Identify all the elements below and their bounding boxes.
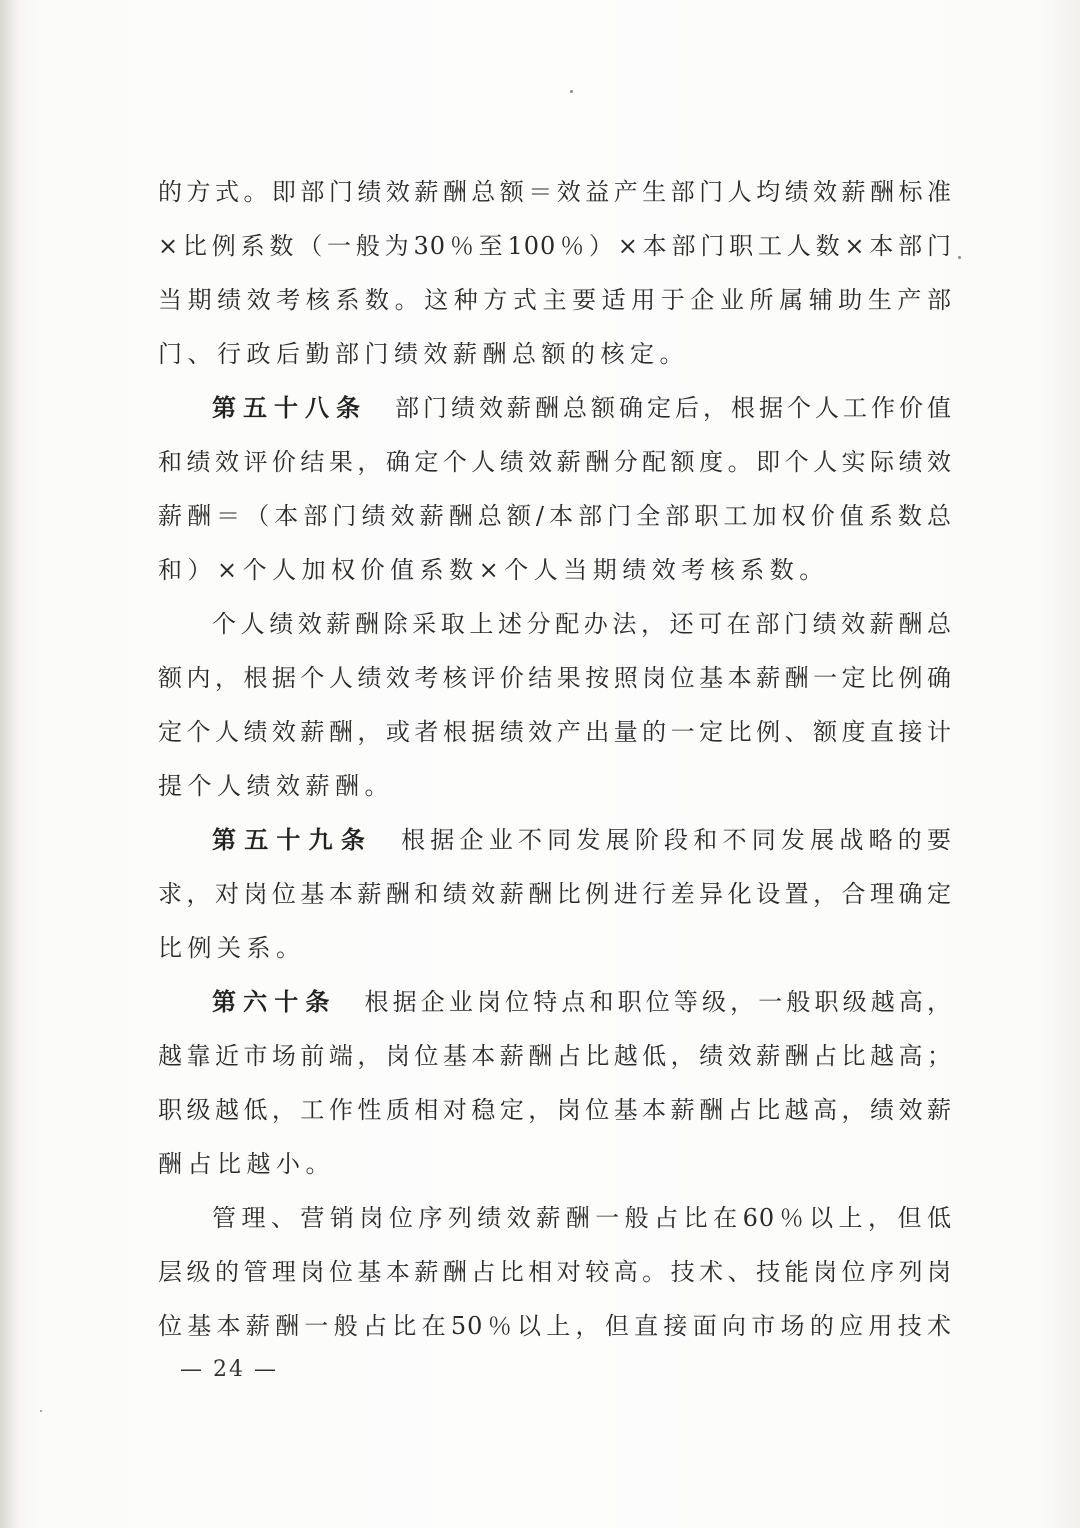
body-line bbox=[158, 928, 952, 968]
line-text: 门、行政后勤部门绩效薪酬总额的核定。 bbox=[158, 340, 689, 368]
body-line bbox=[158, 1090, 952, 1130]
line-text: 个人绩效薪酬除采取上述分配办法，还可在部门绩效薪酬总 bbox=[212, 610, 952, 638]
page-number: — 24 — bbox=[180, 1357, 278, 1382]
scan-speck bbox=[958, 256, 961, 259]
line-text: 职级越低，工作性质相对稳定，岗位基本薪酬占比越高，绩效薪 bbox=[158, 1096, 952, 1124]
body-line bbox=[212, 1198, 952, 1238]
body-line bbox=[158, 874, 952, 914]
line-text: 位基本薪酬一般占比在50％以上，但直接面向市场的应用技术 bbox=[158, 1312, 952, 1340]
body-line bbox=[158, 1144, 952, 1184]
body-line bbox=[158, 442, 952, 482]
article-60-line bbox=[212, 982, 952, 1022]
body-line bbox=[158, 226, 952, 266]
line-text: 定个人绩效薪酬，或者根据绩效产出量的一定比例、额度直接计 bbox=[158, 718, 952, 746]
line-text: 提个人绩效薪酬。 bbox=[158, 772, 394, 800]
line-text: 薪酬＝（本部门绩效薪酬总额/本部门全部职工加权价值系数总 bbox=[158, 502, 952, 530]
line-text: 根据企业岗位特点和职位等级，一般职级越高， bbox=[364, 988, 952, 1016]
body-line bbox=[158, 658, 952, 698]
line-text: 越靠近市场前端，岗位基本薪酬占比越低，绩效薪酬占比越高； bbox=[158, 1042, 952, 1070]
body-line bbox=[158, 1036, 952, 1076]
body-line bbox=[158, 550, 952, 590]
body-line bbox=[158, 172, 952, 212]
article-heading-60: 第六十条 bbox=[212, 988, 337, 1016]
article-59-line bbox=[212, 820, 952, 860]
line-text: 额内，根据个人绩效考核评价结果按照岗位基本薪酬一定比例确 bbox=[158, 664, 952, 692]
line-text: 求，对岗位基本薪酬和绩效薪酬比例进行差异化设置，合理确定 bbox=[158, 880, 952, 908]
body-line bbox=[158, 1252, 952, 1292]
line-text: 部门绩效薪酬总额确定后，根据个人工作价值 bbox=[395, 394, 952, 422]
article-58-line bbox=[212, 388, 952, 428]
line-text: 层级的管理岗位基本薪酬占比相对较高。技术、技能岗位序列岗 bbox=[158, 1258, 952, 1286]
article-heading-58: 第五十八条 bbox=[212, 394, 367, 422]
line-text: 当期绩效考核系数。这种方式主要适用于企业所属辅助生产部 bbox=[158, 286, 952, 314]
line-text: ×比例系数（一般为30％至100％）×本部门职工人数×本部门 bbox=[158, 232, 952, 260]
line-text: 根据企业不同发展阶段和不同发展战略的要 bbox=[401, 826, 953, 854]
scan-speck bbox=[570, 90, 573, 93]
line-text: 比例关系。 bbox=[158, 934, 306, 962]
body-line bbox=[212, 604, 952, 644]
body-line bbox=[158, 712, 952, 752]
line-text: 和绩效评价结果，确定个人绩效薪酬分配额度。即个人实际绩效 bbox=[158, 448, 952, 476]
body-line bbox=[158, 766, 952, 806]
scan-edge-shadow bbox=[0, 0, 18, 1528]
article-heading-59: 第五十九条 bbox=[212, 826, 374, 854]
scan-speck bbox=[40, 1410, 42, 1412]
body-line bbox=[158, 1306, 952, 1346]
line-text: 的方式。即部门绩效薪酬总额＝效益产生部门人均绩效薪酬标准 bbox=[158, 178, 952, 206]
line-text: 酬占比越小。 bbox=[158, 1150, 335, 1178]
body-line bbox=[158, 280, 952, 320]
body-line bbox=[158, 334, 952, 374]
line-text: 和）×个人加权价值系数×个人当期绩效考核系数。 bbox=[158, 556, 829, 584]
body-line bbox=[158, 496, 952, 536]
line-text: 管理、营销岗位序列绩效薪酬一般占比在60％以上，但低 bbox=[212, 1204, 952, 1232]
